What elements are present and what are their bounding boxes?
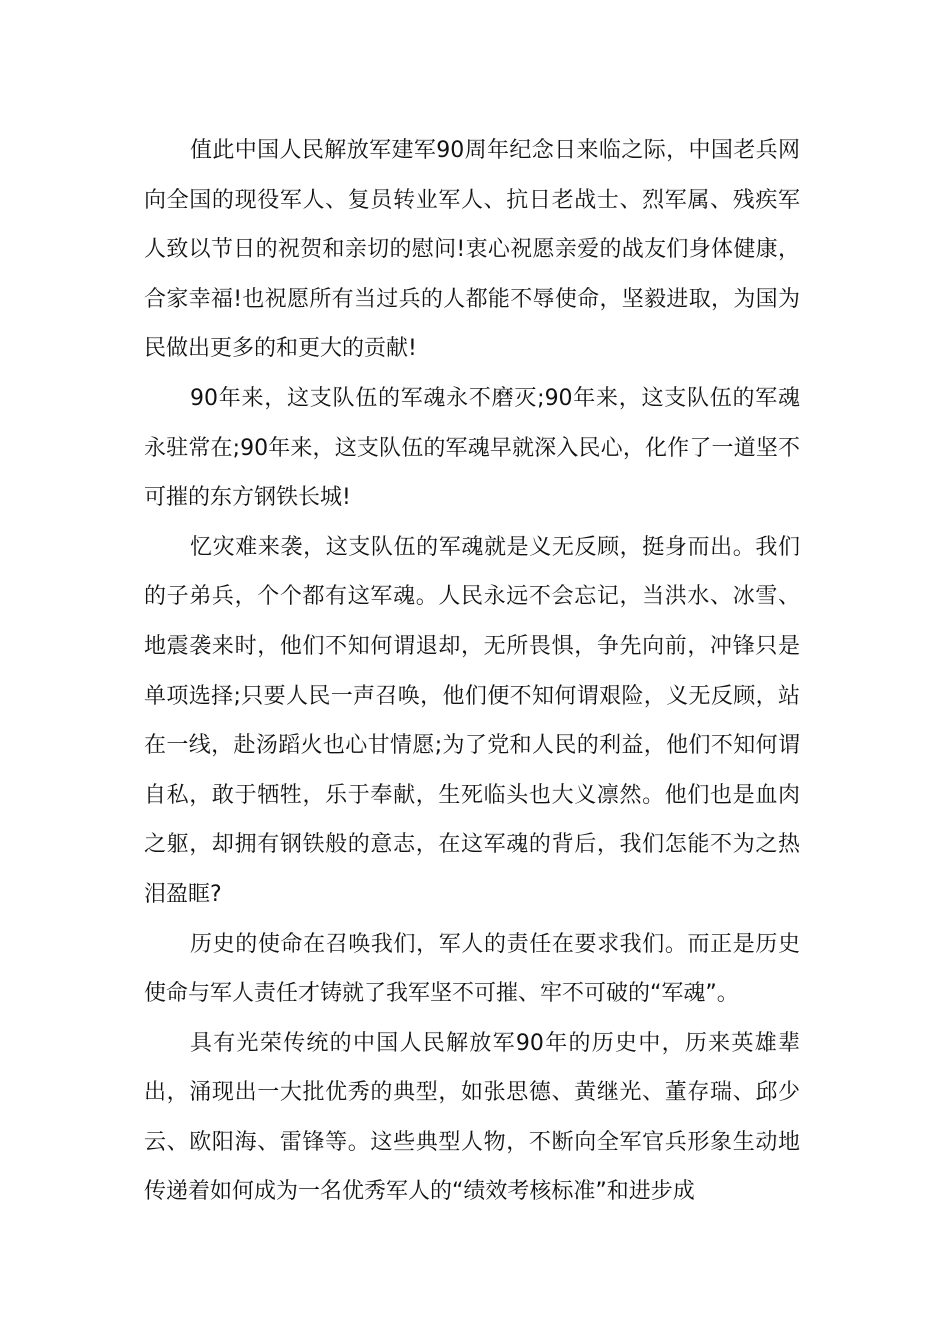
paragraph-3: 忆灾难来袭，这支队伍的军魂就是义无反顾，挺身而出。我们的子弟兵，个个都有这军魂。人民永远不会忘记，当洪水、冰雪、地震袭来时，他们不知何谓退却，无所畏惧，争先向前，冲锋只是单项选择;只要人民一声召唤，他们便不知何谓艰险，义无反顾，站在一线，赴汤蹈火也心甘情愿;为了党和人民的利益，他们不知何谓自私，敢于牺牲，乐于奉献，生死临头也大义凛然。他们也是血肉之躯，却拥有钢铁般的意志，在这军魂的背后，我们怎能不为之热泪盈眶? xyxy=(144,534,800,907)
paragraph-1: 值此中国人民解放军建军90周年纪念日来临之际，中国老兵网向全国的现役军人、复员转业军人、抗日老战士、烈军属、残疾军人致以节日的祝贺和亲切的慰问!衷心祝愿亲爱的战友们身体健康，合家幸福!也祝愿所有当过兵的人都能不辱使命，坚毅进取，为国为民做出更多的和更大的贡献! xyxy=(144,138,800,362)
paragraph-4: 历史的使命在召唤我们，军人的责任在要求我们。而正是历史使命与军人责任才铸就了我军坚不可摧、牢不可破的“军魂”。 xyxy=(144,931,800,1007)
paragraph-5: 具有光荣传统的中国人民解放军90年的历史中，历来英雄辈出，涌现出一大批优秀的典型，如张思德、黄继光、董存瑞、邱少云、欧阳海、雷锋等。这些典型人物，不断向全军官兵形象生动地传递着如何成为一名优秀军人的“绩效考核标准”和进步成 xyxy=(144,1030,800,1205)
paragraph-2: 90年来，这支队伍的军魂永不磨灭;90年来，这支队伍的军魂永驻常在;90年来，这支队伍的军魂早就深入民心，化作了一道坚不可摧的东方钢铁长城! xyxy=(144,385,800,511)
document-body xyxy=(144,126,800,1217)
